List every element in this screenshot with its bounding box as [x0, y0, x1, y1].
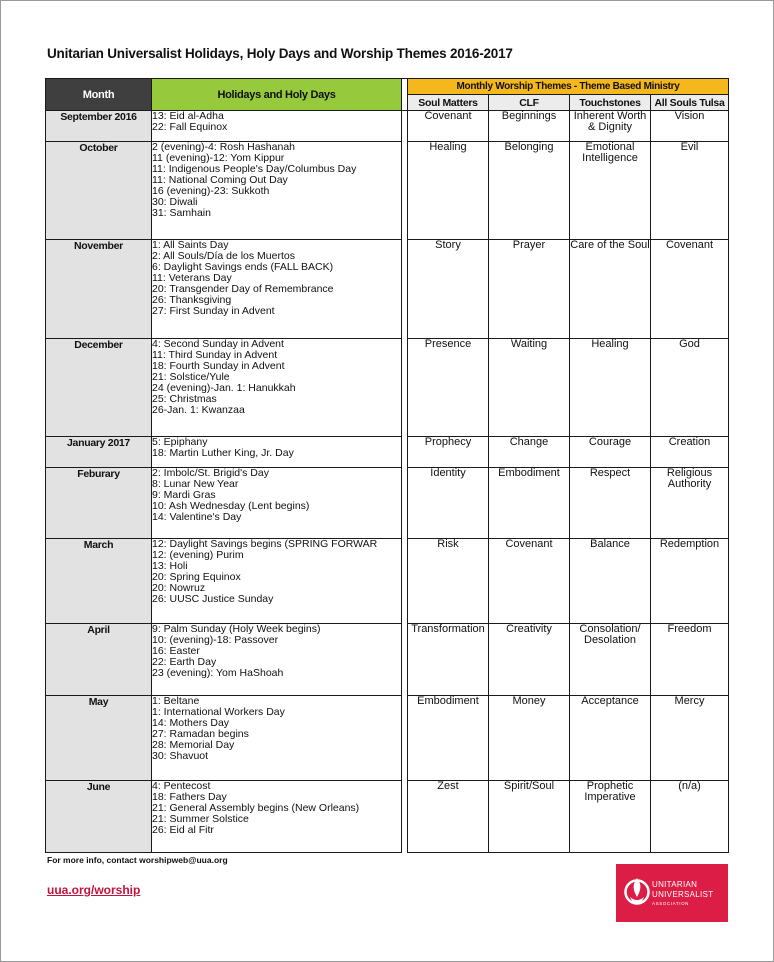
theme-all-souls-tulsa: Redemption [651, 539, 729, 624]
holiday-item: 4: Second Sunday in Advent [152, 339, 284, 350]
theme-all-souls-tulsa: Freedom [651, 624, 729, 696]
uua-worship-link[interactable]: uua.org/worship [47, 883, 141, 897]
holiday-item: 24 (evening)-Jan. 1: Hanukkah [152, 383, 296, 394]
table-row [46, 781, 729, 853]
holidays-cell [152, 437, 402, 468]
holiday-item: 26: UUSC Justice Sunday [152, 594, 274, 605]
holiday-item: 11: Indigenous People's Day/Columbus Day [152, 164, 357, 175]
holiday-item: 13: Holi [152, 561, 188, 572]
themes-group-header: Monthly Worship Themes - Theme Based Ministry [408, 79, 729, 95]
theme-touchstones: Emotional Intelligence [570, 142, 651, 240]
theme-soul-matters: Embodiment [408, 696, 489, 781]
theme-all-souls-tulsa: Creation [651, 437, 729, 468]
theme-touchstones: Balance [570, 539, 651, 624]
holiday-item: 10: Ash Wednesday (Lent begins) [152, 501, 310, 512]
holiday-item: 25: Christmas [152, 394, 217, 405]
theme-clf: Embodiment [489, 468, 570, 539]
logo-line-2: UNIVERSALIST [652, 890, 714, 899]
holiday-item: 21: Summer Solstice [152, 814, 249, 825]
holidays-cell [152, 539, 402, 624]
month-cell: March [46, 539, 152, 624]
holiday-item: 2 (evening)-4: Rosh Hashanah [152, 142, 296, 153]
theme-touchstones: Acceptance [570, 696, 651, 781]
holiday-item: 27: Ramadan begins [152, 729, 249, 740]
holiday-item: 1: International Workers Day [152, 707, 285, 718]
table-row [46, 624, 729, 696]
theme-all-souls-tulsa: Evil [651, 142, 729, 240]
holiday-item: 22: Fall Equinox [152, 122, 228, 133]
table-row [46, 468, 729, 539]
holiday-item: 18: Martin Luther King, Jr. Day [152, 448, 294, 459]
holiday-item: 12: Daylight Savings begins (SPRING FORWAR [152, 539, 378, 550]
theme-clf: Prayer [489, 240, 570, 339]
theme-soul-matters: Healing [408, 142, 489, 240]
table-row [46, 339, 729, 437]
uua-logo [616, 864, 728, 922]
theme-all-souls-tulsa: God [651, 339, 729, 437]
holiday-item: 9: Mardi Gras [152, 490, 216, 501]
holiday-item: 18: Fourth Sunday in Advent [152, 361, 285, 372]
holiday-item: 21: Solstice/Yule [152, 372, 230, 383]
table-row [46, 240, 729, 339]
theme-soul-matters: Covenant [408, 111, 489, 142]
contact-note: For more info, contact worshipweb@uua.org [47, 855, 228, 865]
month-cell: November [46, 240, 152, 339]
theme-touchstones: Healing [570, 339, 651, 437]
theme-soul-matters: Presence [408, 339, 489, 437]
theme-clf: Beginnings [489, 111, 570, 142]
theme-touchstones: Courage [570, 437, 651, 468]
theme-all-souls-tulsa: (n/a) [651, 781, 729, 853]
holiday-item: 2: All Souls/Día de los Muertos [152, 251, 295, 262]
theme-clf: Money [489, 696, 570, 781]
theme-clf: Belonging [489, 142, 570, 240]
theme-soul-matters: Identity [408, 468, 489, 539]
holiday-item: 12: (evening) Purim [152, 550, 244, 561]
month-cell: September 2016 [46, 111, 152, 142]
holiday-item: 6: Daylight Savings ends (FALL BACK) [152, 262, 334, 273]
theme-soul-matters: Zest [408, 781, 489, 853]
logo-line-3: ASSOCIATION [652, 901, 690, 906]
holiday-item: 2: Imbolc/St. Brigid's Day [152, 468, 269, 479]
table-row [46, 437, 729, 468]
holiday-item: 1: Beltane [152, 696, 200, 707]
holiday-item: 26: Eid al Fitr [152, 825, 214, 836]
holiday-item: 8: Lunar New Year [152, 479, 239, 490]
theme-clf: Covenant [489, 539, 570, 624]
holidays-cell [152, 624, 402, 696]
holiday-item: 1: All Saints Day [152, 240, 229, 251]
holiday-item: 11: Third Sunday in Advent [152, 350, 278, 361]
month-cell: October [46, 142, 152, 240]
page-title: Unitarian Universalist Holidays, Holy Days and Worship Themes 2016-2017 [47, 46, 513, 61]
holiday-item: 10: (evening)-18: Passover [152, 635, 279, 646]
theme-all-souls-tulsa: Mercy [651, 696, 729, 781]
holiday-item: 16 (evening)-23: Sukkoth [152, 186, 270, 197]
theme-touchstones: Prophetic Imperative [570, 781, 651, 853]
month-cell: April [46, 624, 152, 696]
holiday-item: 21: General Assembly begins (New Orleans) [152, 803, 360, 814]
holiday-item: 5: Epiphany [152, 437, 208, 448]
theme-clf: Creativity [489, 624, 570, 696]
source-header-soul-matters: Soul Matters [408, 95, 489, 111]
holiday-item: 27: First Sunday in Advent [152, 306, 275, 317]
holiday-item: 31: Samhain [152, 208, 211, 219]
month-cell: May [46, 696, 152, 781]
holiday-item: 23 (evening): Yom HaShoah [152, 668, 284, 679]
holiday-item: 14: Mothers Day [152, 718, 230, 729]
theme-soul-matters: Transformation [408, 624, 489, 696]
theme-touchstones: Respect [570, 468, 651, 539]
holiday-item: 16: Easter [152, 646, 200, 657]
holiday-item: 11: National Coming Out Day [152, 175, 288, 186]
holiday-item: 30: Diwali [152, 197, 198, 208]
holidays-cell [152, 339, 402, 437]
source-header-clf: CLF [489, 95, 570, 111]
theme-soul-matters: Risk [408, 539, 489, 624]
table-row [46, 111, 729, 142]
theme-clf: Spirit/Soul [489, 781, 570, 853]
holidays-cell [152, 468, 402, 539]
holiday-item: 13: Eid al-Adha [152, 111, 224, 122]
theme-clf: Waiting [489, 339, 570, 437]
holiday-item: 9: Palm Sunday (Holy Week begins) [152, 624, 321, 635]
holiday-item: 20: Nowruz [152, 583, 206, 594]
month-cell: December [46, 339, 152, 437]
source-header-all-souls-tulsa: All Souls Tulsa [651, 95, 729, 111]
table-row [46, 696, 729, 781]
holiday-item: 26-Jan. 1: Kwanzaa [152, 405, 245, 416]
theme-touchstones: Inherent Worth & Dignity [570, 111, 651, 142]
chalice-icon [624, 872, 650, 912]
holidays-cell [152, 111, 402, 142]
worship-themes-table [45, 78, 729, 853]
holiday-item: 4: Pentecost [152, 781, 211, 792]
holiday-item: 11 (evening)-12: Yom Kippur [152, 153, 285, 164]
month-cell: Feburary [46, 468, 152, 539]
month-cell: January 2017 [46, 437, 152, 468]
holidays-cell [152, 781, 402, 853]
holidays-cell [152, 696, 402, 781]
theme-touchstones: Care of the Soul [570, 240, 651, 339]
holiday-item: 26: Thanksgiving [152, 295, 232, 306]
month-column-header: Month [46, 79, 152, 111]
holiday-item: 22: Earth Day [152, 657, 217, 668]
theme-soul-matters: Prophecy [408, 437, 489, 468]
holidays-column-header: Holidays and Holy Days [152, 79, 402, 111]
holiday-item: 11: Veterans Day [152, 273, 232, 284]
holiday-item: 14: Valentine's Day [152, 512, 242, 523]
logo-line-1: UNITARIAN [652, 880, 698, 889]
holiday-item: 20: Spring Equinox [152, 572, 241, 583]
table-row [46, 539, 729, 624]
theme-touchstones: Consolation/ Desolation [570, 624, 651, 696]
holiday-item: 20: Transgender Day of Remembrance [152, 284, 334, 295]
holidays-cell [152, 142, 402, 240]
holiday-item: 18: Fathers Day [152, 792, 227, 803]
holiday-item: 30: Shavuot [152, 751, 209, 762]
theme-clf: Change [489, 437, 570, 468]
theme-all-souls-tulsa: Vision [651, 111, 729, 142]
holiday-item: 28: Memorial Day [152, 740, 235, 751]
source-header-touchstones: Touchstones [570, 95, 651, 111]
holidays-cell [152, 240, 402, 339]
table-row [46, 142, 729, 240]
theme-all-souls-tulsa: Covenant [651, 240, 729, 339]
theme-soul-matters: Story [408, 240, 489, 339]
month-cell: June [46, 781, 152, 853]
theme-all-souls-tulsa: Religious Authority [651, 468, 729, 539]
